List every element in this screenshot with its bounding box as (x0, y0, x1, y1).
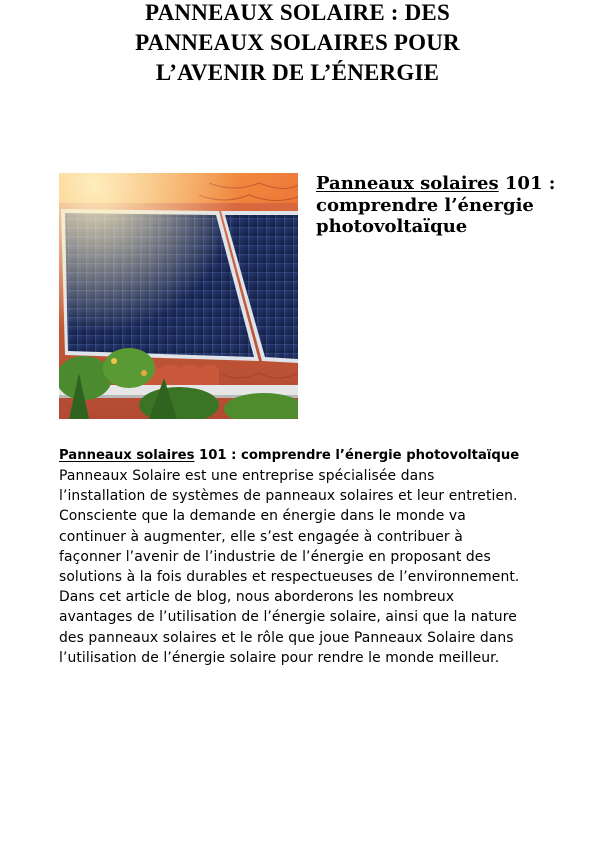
body-line: continuer à augmenter, elle s’est engagée à contribuer à (59, 528, 463, 545)
article (59, 446, 549, 668)
title-line: PANNEAUX SOLAIRE : DES (145, 0, 450, 25)
panneaux-solaires-link[interactable]: Panneaux solaires (316, 173, 499, 194)
side-heading (316, 173, 566, 238)
body-line: l’utilisation de l’énergie solaire pour rendre le monde meilleur. (59, 649, 500, 666)
article-heading (59, 446, 549, 466)
body-line: Panneaux Solaire est une entreprise spécialisée dans (59, 468, 435, 484)
body-line: façonner l’avenir de l’industrie de l’énergie en proposant des (59, 548, 491, 565)
panneaux-solaires-link[interactable]: Panneaux solaires (59, 448, 195, 463)
body-line: avantages de l’utilisation de l’énergie solaire, ainsi que la nature (59, 609, 517, 626)
side-heading-rest: 101 : (498, 173, 556, 194)
solar-panels-image (59, 173, 298, 419)
body-line: des panneaux solaires et le rôle que joue Panneaux Solaire dans (59, 629, 514, 646)
body-line: Consciente que la demande en énergie dans le monde va (59, 508, 466, 525)
title-line: L’AVENIR DE L’ÉNERGIE (155, 60, 440, 85)
side-heading-line: comprendre l’énergie (316, 194, 534, 216)
body-line: Dans cet article de blog, nous aborderons les nombreux (59, 589, 455, 606)
title-line: PANNEAUX SOLAIRES POUR (135, 30, 460, 55)
body-line: solutions à la fois durables et respectueuses de l’environnement. (59, 569, 520, 586)
document-title (40, 0, 555, 88)
body-line: l’installation de systèmes de panneaux solaires et leur entretien. (59, 488, 518, 505)
article-heading-rest: 101 : comprendre l’énergie photovoltaïque (194, 448, 520, 463)
side-heading-line: photovoltaïque (316, 216, 468, 237)
article-body (59, 466, 549, 668)
